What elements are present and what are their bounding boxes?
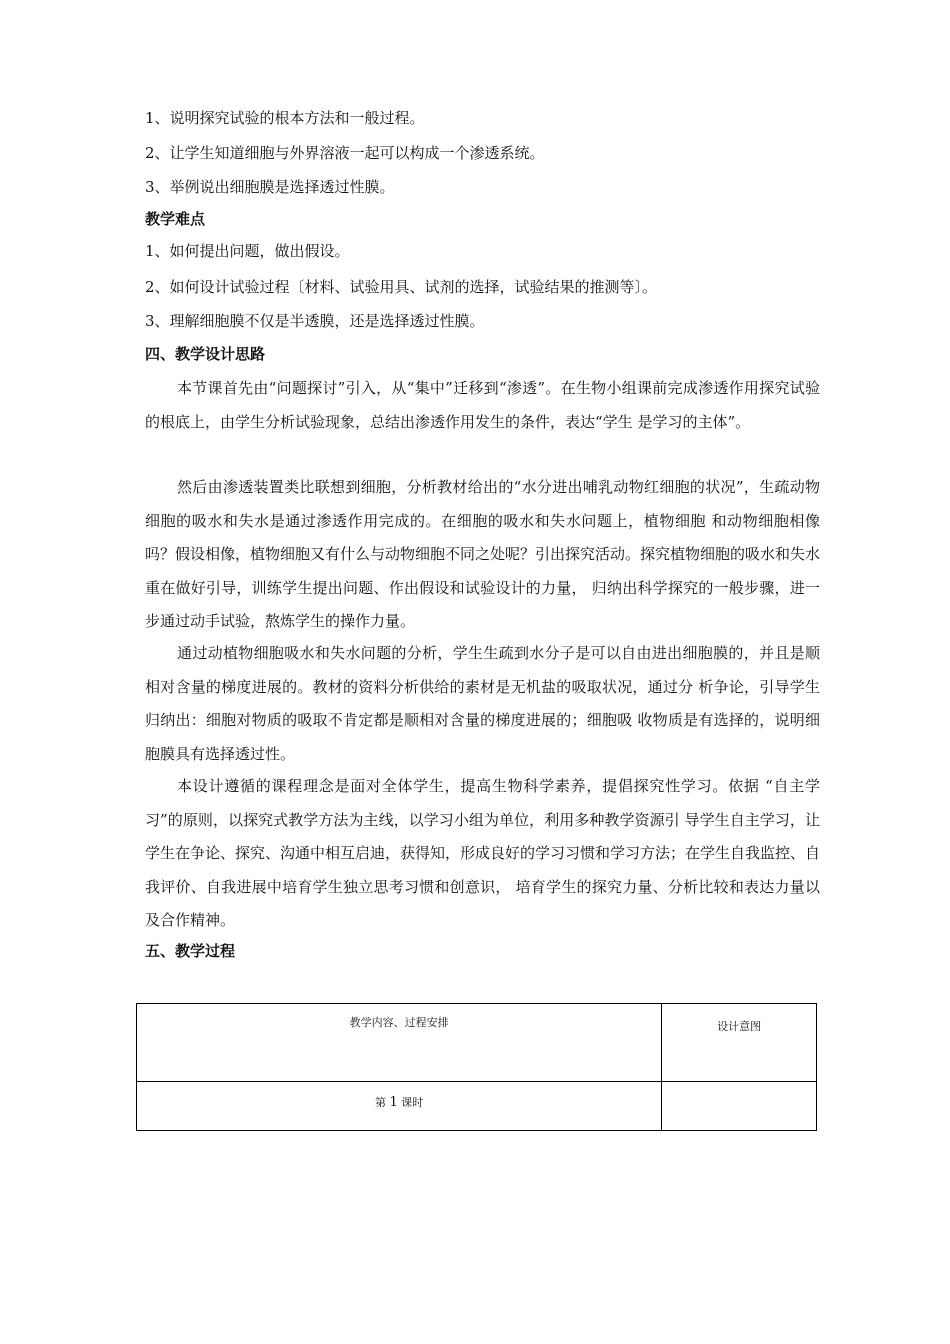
table-header-row (137, 1004, 817, 1082)
objective-item-2: 2、让学生知道细胞与外界溶液一起可以构成一个渗透系统。 (145, 144, 545, 162)
process-table (136, 1003, 817, 1131)
difficulty-item-2: 2、如何设计试验过程〔材料、试验用具、试剂的选择，试验结果的推测等〕。 (145, 278, 658, 296)
design-paragraph-4: 本设计遵循的课程理念是面对全体学生，提高生物科学素养，提倡探究性学习。依据 “自主学习”的原则，以探究式教学方法为主线，以学习小组为单位，利用多种教学资源引 导学生自主学习，让学生在争论、探究、沟通中相互启迪，获得知，形成良好的学习习惯和学习方法；在学生自我监控、自我评价、自我进展中培育学生独立思考习惯和创意识， 培育学生的探究力量、分析比较和表达力量以及合作精神。 (145, 777, 821, 929)
difficulty-item-1: 1、如何提出问题，做出假设。 (145, 242, 350, 260)
objective-item-3: 3、举例说出细胞膜是选择透过性膜。 (145, 178, 395, 196)
design-paragraph-1: 本节课首先由“问题探讨”引入，从“集中”迁移到“渗透”。在生物小组课前完成渗透作用探究试验的根底上，由学生分析试验现象，总结出渗透作用发生的条件，表达“学生 是学习的主体”。 (145, 379, 820, 431)
objective-item-1: 1、说明探究试验的根本方法和一般过程。 (145, 109, 425, 127)
design-paragraph-2: 然后由渗透装置类比联想到细胞，分析教材给出的“水分进出哺乳动物红细胞的状况”，生疏动物细胞的吸水和失水是通过渗透作用完成的。在细胞的吸水和失水问题上，植物细胞 和动物细胞相像吗？假设相像，植物细胞又有什么与动物细胞不同之处呢？引出探究活动。探究植物细胞的吸水和失水重在做好引导，训练学生提出问题、作出假设和试验设计的力量， 归纳出科学探究的一般步骤，进一步通过动手试验，熬炼学生的操作力量。 (145, 478, 821, 630)
table-header-content: 教学内容、过程安排 (137, 1004, 662, 1082)
lesson-cell (137, 1082, 662, 1131)
table-row (137, 1082, 817, 1131)
intent-cell (662, 1082, 817, 1131)
lesson-suffix: 课时 (401, 1096, 424, 1109)
difficulties-heading: 教学难点 (145, 210, 206, 228)
difficulty-item-3: 3、理解细胞膜不仅是半透膜，还是选择透过性膜。 (145, 312, 485, 330)
design-heading: 四、教学设计思路 (145, 345, 266, 363)
table-header-intent: 设计意图 (662, 1004, 817, 1082)
lesson-number: 1 (389, 1095, 398, 1110)
process-heading: 五、教学过程 (145, 942, 236, 960)
lesson-prefix: 第 (374, 1096, 386, 1109)
design-paragraph-3: 通过动植物细胞吸水和失水问题的分析，学生生疏到水分子是可以自由进出细胞膜的，并且是顺相对含量的梯度进展的。教材的资料分析供给的素材是无机盐的吸取状况，通过分 析争论，引导学生归纳出：细胞对物质的吸取不肯定都是顺相对含量的梯度进展的；细胞吸 收物质是有选择的，说明细胞膜具有选择透过性。 (145, 644, 820, 763)
